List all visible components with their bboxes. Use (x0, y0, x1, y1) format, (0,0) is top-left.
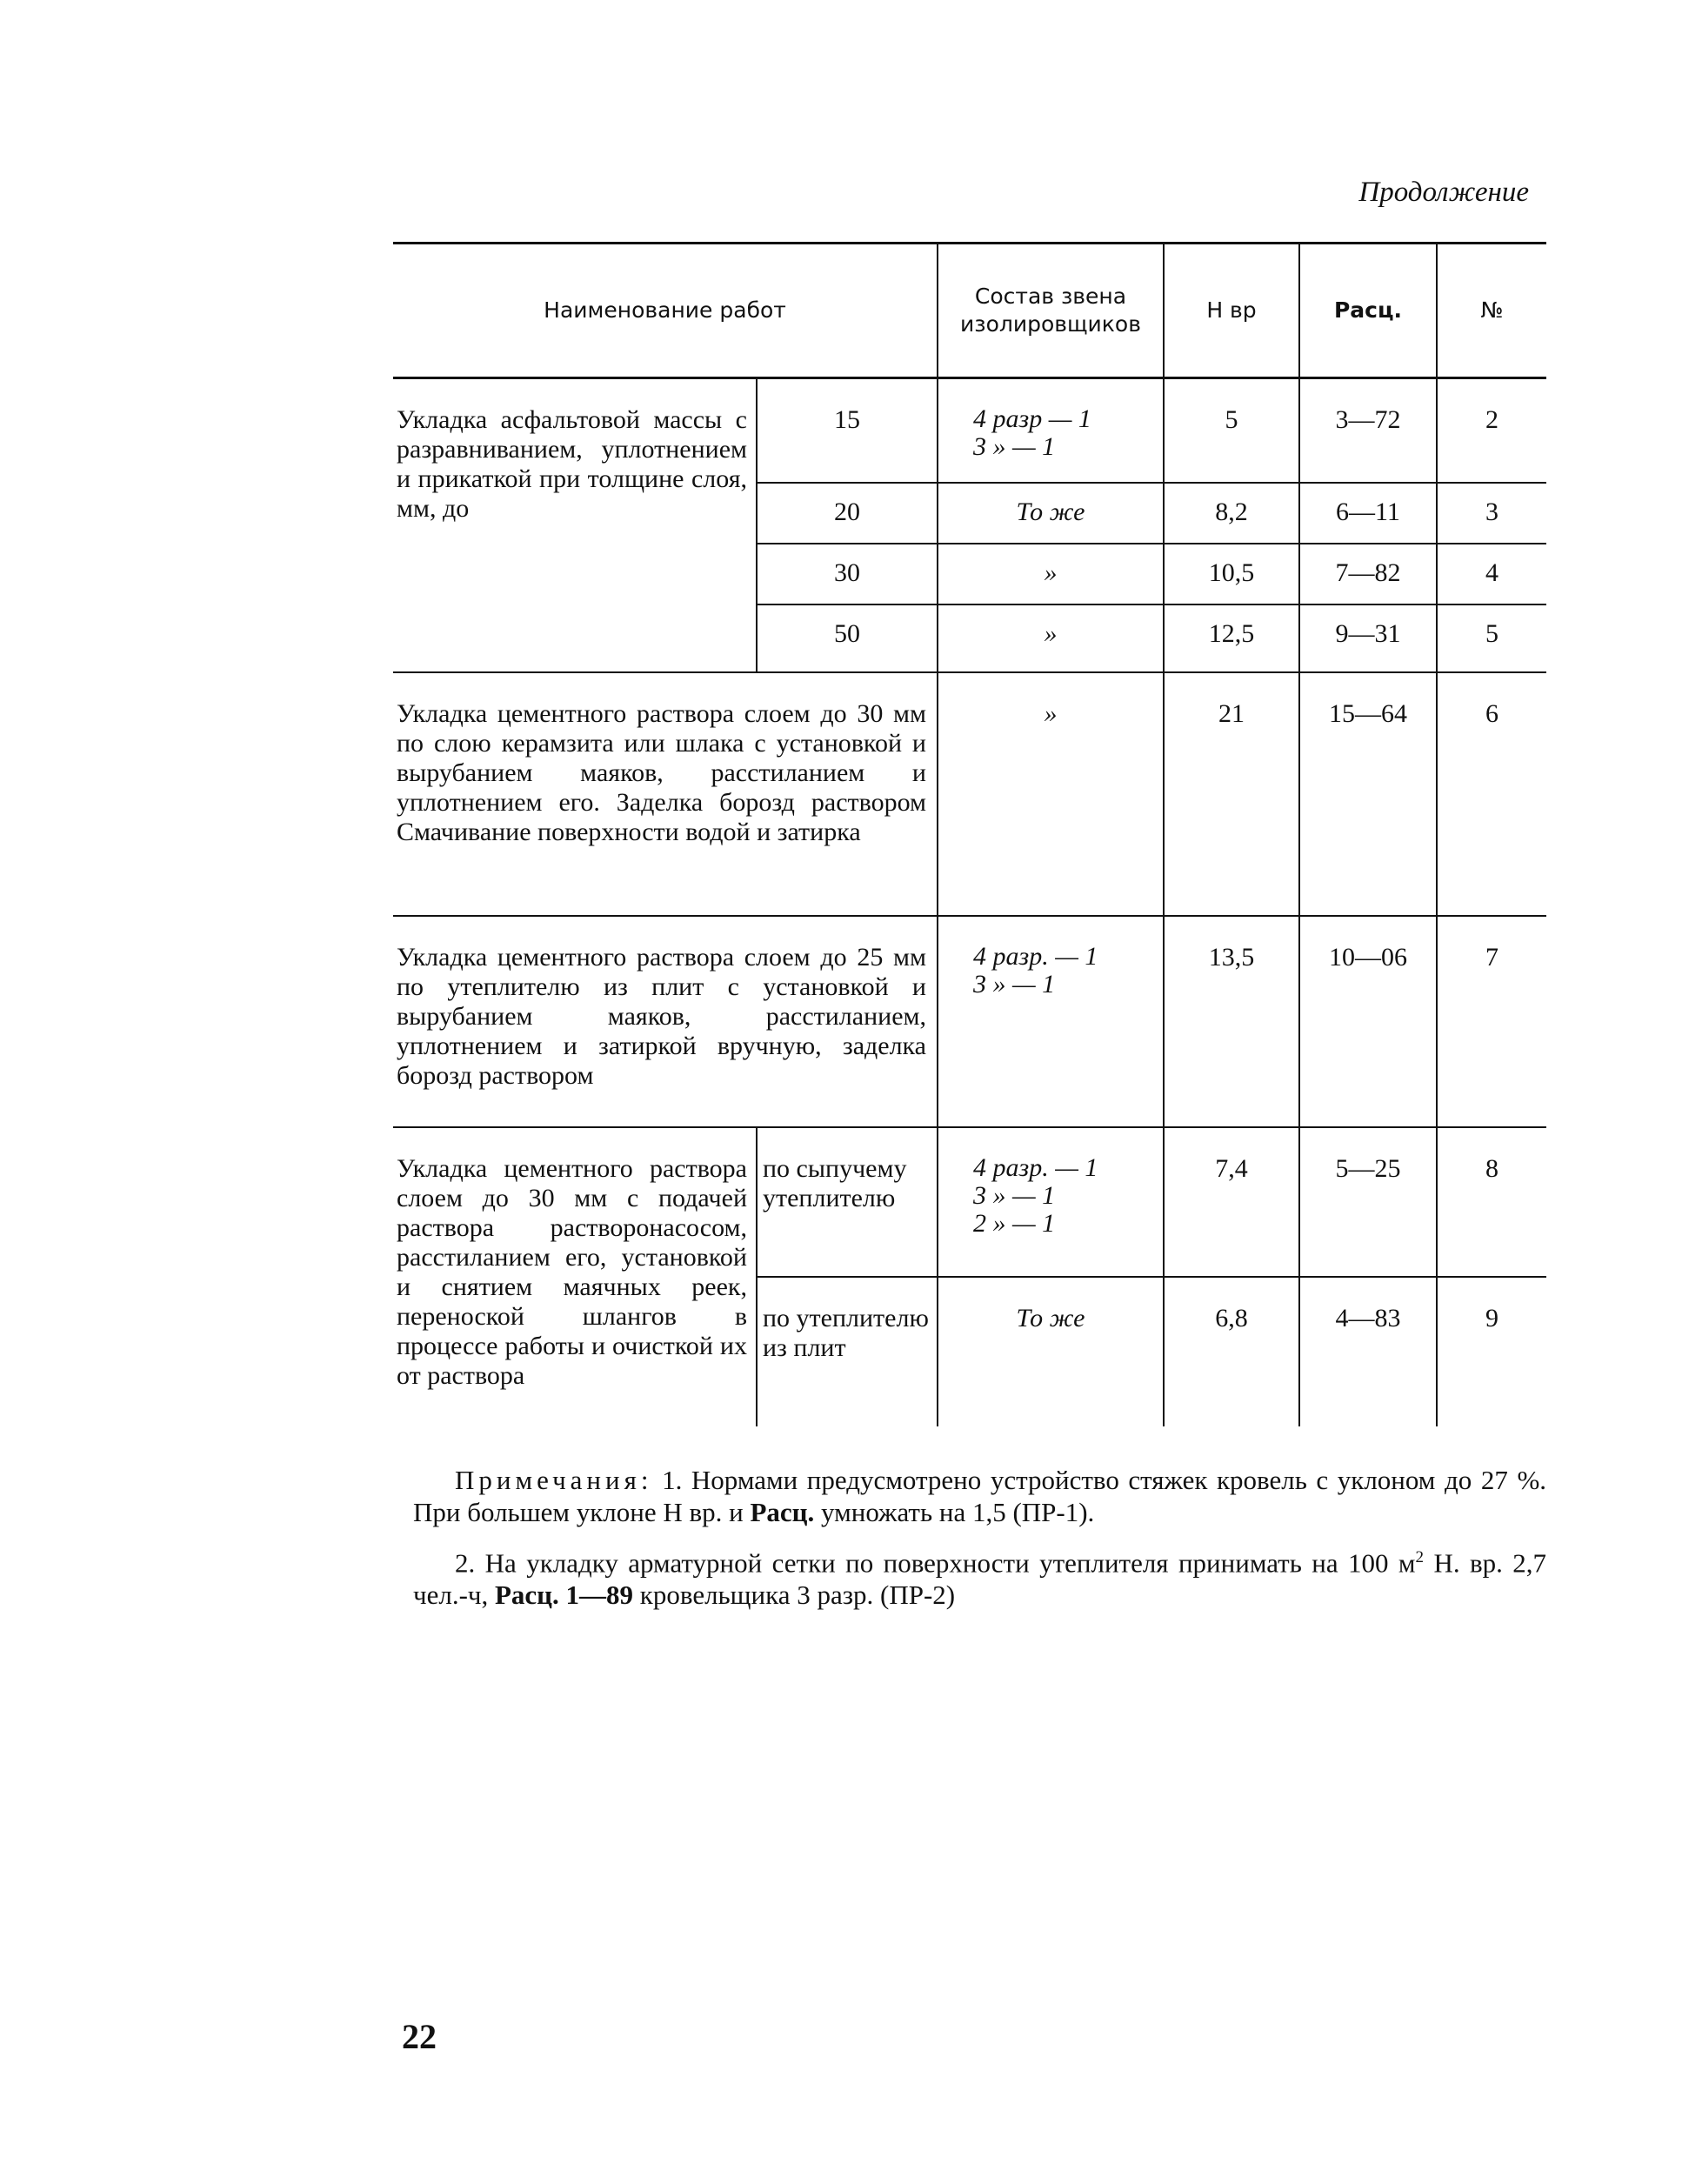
rate-cell: 6—11 (1299, 483, 1437, 544)
crew-cell: » (938, 544, 1164, 604)
crew-cell (938, 1127, 1164, 1277)
norm-cell: 13,5 (1164, 916, 1299, 1127)
thickness-cell: 15 (757, 378, 938, 483)
condition-cell: по утеплителю из плит (757, 1277, 938, 1426)
table-header-row (393, 244, 1546, 378)
thickness-cell: 30 (757, 544, 938, 604)
note-1-rate: Расц. (750, 1497, 815, 1527)
table-row (393, 672, 1546, 916)
crew-cell (938, 916, 1164, 1127)
number-cell: 2 (1437, 378, 1546, 483)
crew-cell: То же (938, 483, 1164, 544)
norm-cell: 8,2 (1164, 483, 1299, 544)
crew-cell: То же (938, 1277, 1164, 1426)
norm-cell: 12,5 (1164, 604, 1299, 672)
work-description: Укладка цементного раствора слоем до 25 мм по утеплителю из плит с установкой и вырубанием маяков, расстиланием, уплотнением и затиркой вручную, заделка борозд раствором (393, 916, 938, 1127)
crew-line: 4 разр. — 1 (973, 1152, 1098, 1182)
rate-cell: 3—72 (1299, 378, 1437, 483)
note-2 (413, 1541, 1546, 1611)
rate-cell: 10—06 (1299, 916, 1437, 1127)
table-row (393, 378, 1546, 483)
note-2-text-b: Н. вр. 2,7 чел.-ч, (413, 1547, 1547, 1611)
crew-line: 3 » — 1 (973, 432, 1056, 461)
crew-line: 4 разр. — 1 (973, 941, 1098, 971)
table-row (393, 1127, 1546, 1277)
note-2-text-c: кровельщика 3 разр. (ПР-2) (639, 1580, 956, 1611)
note-1 (413, 1464, 1546, 1528)
crew-cell: » (938, 604, 1164, 672)
norm-cell: 5 (1164, 378, 1299, 483)
number-cell: 7 (1437, 916, 1546, 1127)
col-header-rate: Расц. (1299, 244, 1437, 378)
thickness-cell: 20 (757, 483, 938, 544)
work-description: Укладка цементного раствора слоем до 30 мм по слою керамзита или шлака с установкой и вырубанием маяков, расстиланием и уплотнением его. Заделка борозд раствором Смачивание поверхности водой и затирка (393, 672, 938, 916)
crew-line: 2 » — 1 (973, 1208, 1056, 1238)
rate-cell: 5—25 (1299, 1127, 1437, 1277)
norms-table (393, 242, 1546, 1426)
crew-cell: » (938, 672, 1164, 916)
crew-cell (938, 378, 1164, 483)
page-number: 22 (402, 2017, 437, 2056)
col-header-work-name: Наименование работ (393, 244, 938, 378)
norm-cell: 10,5 (1164, 544, 1299, 604)
number-cell: 8 (1437, 1127, 1546, 1277)
number-cell: 9 (1485, 1303, 1498, 1332)
note-2-text-a: 2. На укладку арматурной сетки по поверхности утеплителя принимать на 100 м (455, 1547, 1416, 1579)
rate-cell: 4—83 (1299, 1277, 1437, 1426)
note-1-text-a: 1. Нормами предусмотрено устройство стяжек кровель с уклоном до 27 %. При большем уклоне Н вр. и (413, 1465, 1547, 1527)
table-row (393, 916, 1546, 1127)
crew-line: 4 разр — 1 (973, 404, 1091, 433)
note-2-superscript: 2 (1415, 1548, 1425, 1566)
col-header-number: № (1437, 244, 1546, 378)
note-1-text-b: умножать на 1,5 (ПР-1). (821, 1497, 1095, 1527)
rate-cell: 9—31 (1299, 604, 1437, 672)
note-2-rate: Расц. 1—89 (494, 1580, 634, 1611)
norm-cell: 7,4 (1164, 1127, 1299, 1277)
crew-line: 3 » — 1 (973, 1180, 1056, 1210)
rate-cell: 7—82 (1299, 544, 1437, 604)
number-cell: 4 (1437, 544, 1546, 604)
number-cell: 5 (1437, 604, 1546, 672)
number-cell: 6 (1437, 672, 1546, 916)
rate-cell: 15—64 (1299, 672, 1437, 916)
condition-cell: по сыпучему утеплителю (757, 1127, 938, 1277)
work-description: Укладка асфальтовой массы с разравниванием, уплотнением и прикаткой при толщине слоя, мм, до (393, 378, 757, 672)
col-header-norm-time: Н вр (1164, 244, 1299, 378)
thickness-cell: 50 (757, 604, 938, 672)
norm-cell: 21 (1164, 672, 1299, 916)
crew-line: 3 » — 1 (973, 969, 1056, 998)
notes-label: Примечания: (455, 1465, 653, 1495)
number-cell: 3 (1437, 483, 1546, 544)
norm-cell: 6,8 (1164, 1277, 1299, 1426)
continuation-label: Продолжение (1358, 177, 1529, 208)
col-header-crew: Состав звена изолировщиков (938, 244, 1164, 378)
work-description: Укладка цементного раствора слоем до 30 мм с подачей раствора растворонасосом, расстиланием его, установкой и снятием маячных реек, переноской шлангов в процессе работы и очисткой их от раствора (393, 1127, 757, 1426)
